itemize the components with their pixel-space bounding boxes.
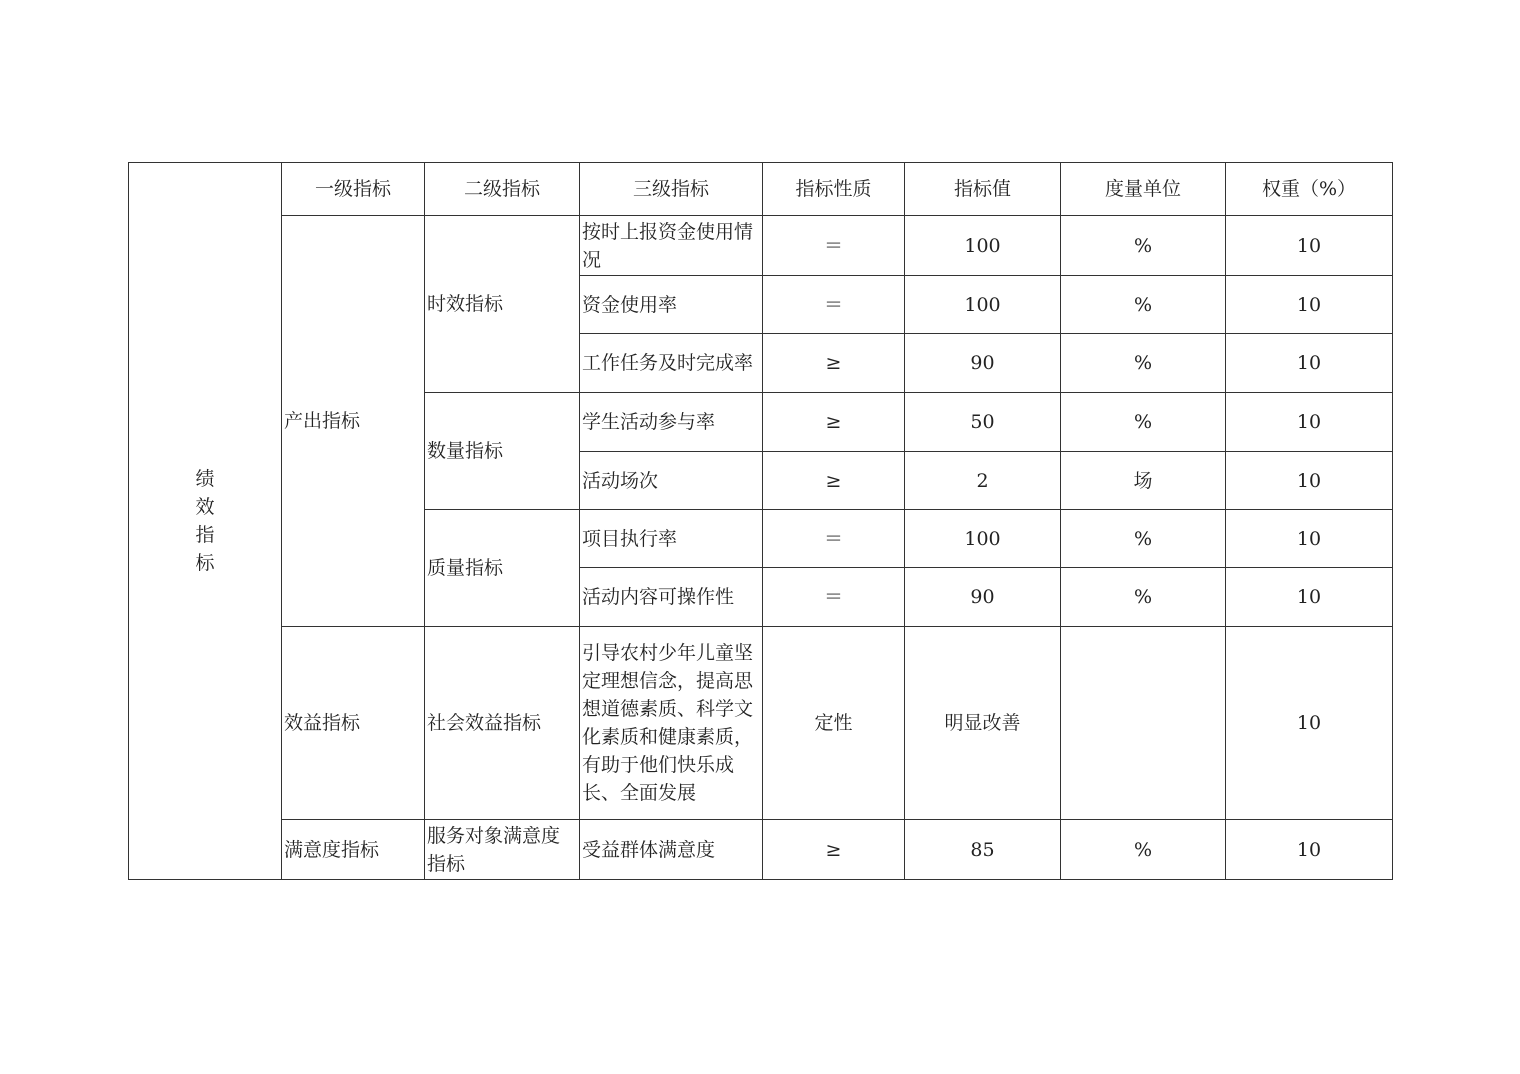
indicator-value: 50 [905, 393, 1061, 452]
indicator-value: 明显改善 [905, 627, 1061, 820]
indicator-unit: % [1061, 276, 1226, 334]
indicator-nature: ＝ [763, 510, 905, 568]
level2-quality: 质量指标 [425, 510, 580, 627]
level2-timeliness: 时效指标 [425, 216, 580, 393]
level2-service: 服务对象满意度指标 [425, 820, 580, 880]
indicator-unit: % [1061, 393, 1226, 452]
header-weight: 权重（%） [1226, 163, 1393, 216]
indicator-value: 100 [905, 510, 1061, 568]
indicator-unit [1061, 627, 1226, 820]
indicator-weight: 10 [1226, 276, 1393, 334]
level1-benefit: 效益指标 [282, 627, 425, 820]
header-row [129, 163, 1393, 216]
indicator-weight: 10 [1226, 216, 1393, 276]
indicator-unit: % [1061, 568, 1226, 627]
indicator-nature: ≥ [763, 334, 905, 393]
indicator-unit: % [1061, 216, 1226, 276]
level3-indicator: 受益群体满意度 [580, 820, 763, 880]
level2-social: 社会效益指标 [425, 627, 580, 820]
level2-quantity: 数量指标 [425, 393, 580, 510]
table-row [129, 216, 1393, 276]
indicator-value: 90 [905, 568, 1061, 627]
level3-indicator: 活动内容可操作性 [580, 568, 763, 627]
indicator-weight: 10 [1226, 568, 1393, 627]
indicator-value: 85 [905, 820, 1061, 880]
indicator-weight: 10 [1226, 627, 1393, 820]
level1-output: 产出指标 [282, 216, 425, 627]
indicator-unit: 场 [1061, 452, 1226, 510]
indicator-weight: 10 [1226, 334, 1393, 393]
header-value: 指标值 [905, 163, 1061, 216]
indicator-nature: 定性 [763, 627, 905, 820]
indicator-unit: % [1061, 820, 1226, 880]
level3-indicator: 活动场次 [580, 452, 763, 510]
indicator-unit: % [1061, 334, 1226, 393]
indicator-nature: ＝ [763, 216, 905, 276]
indicator-weight: 10 [1226, 452, 1393, 510]
header-level2: 二级指标 [425, 163, 580, 216]
header-unit: 度量单位 [1061, 163, 1226, 216]
indicator-weight: 10 [1226, 393, 1393, 452]
performance-indicator-table [128, 162, 1393, 880]
indicator-weight: 10 [1226, 510, 1393, 568]
indicator-nature: ≥ [763, 393, 905, 452]
indicator-value: 100 [905, 276, 1061, 334]
indicator-value: 90 [905, 334, 1061, 393]
performance-indicator-row-label: 绩 效 指 标 [129, 163, 282, 880]
indicator-value: 100 [905, 216, 1061, 276]
indicator-nature: ＝ [763, 568, 905, 627]
indicator-nature: ≥ [763, 820, 905, 880]
level3-indicator: 引导农村少年儿童坚定理想信念，提高思想道德素质、科学文化素质和健康素质，有助于他们快乐成长、全面发展 [580, 627, 763, 820]
level3-indicator: 资金使用率 [580, 276, 763, 334]
level3-indicator: 按时上报资金使用情况 [580, 216, 763, 276]
header-nature: 指标性质 [763, 163, 905, 216]
level1-satisfaction: 满意度指标 [282, 820, 425, 880]
table-row [129, 820, 1393, 880]
indicator-nature: ≥ [763, 452, 905, 510]
indicator-unit: % [1061, 510, 1226, 568]
level3-indicator: 工作任务及时完成率 [580, 334, 763, 393]
level3-indicator: 学生活动参与率 [580, 393, 763, 452]
indicator-weight: 10 [1226, 820, 1393, 880]
indicator-nature: ＝ [763, 276, 905, 334]
table-row [129, 627, 1393, 820]
level3-indicator: 项目执行率 [580, 510, 763, 568]
header-level3: 三级指标 [580, 163, 763, 216]
header-level1: 一级指标 [282, 163, 425, 216]
indicator-value: 2 [905, 452, 1061, 510]
